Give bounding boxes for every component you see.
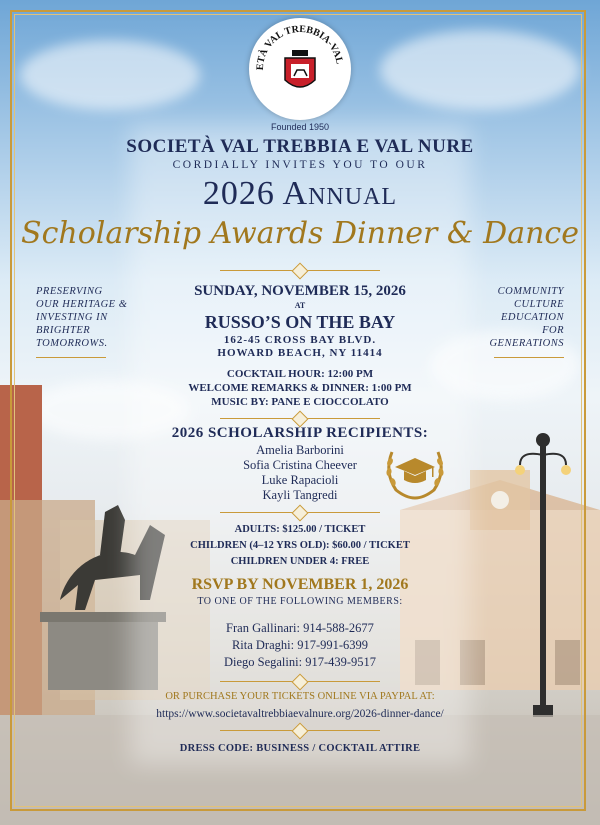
dress-code: DRESS CODE: BUSINESS / COCKTAIL ATTIRE <box>179 743 421 754</box>
paypal-url-link[interactable]: https://www.societavaltrebbiaevalnure.org/2026-dinner-dance/ <box>156 708 444 720</box>
schedule-music: MUSIC BY: PANE E CIOCCOLATO <box>211 396 389 408</box>
schedule-dinner: WELCOME REMARKS & DINNER: 1:00 PM <box>188 382 412 394</box>
schedule-cocktail: COCKTAIL HOUR: 12:00 PM <box>226 368 374 380</box>
ticket-under-4: CHILDREN UNDER 4: FREE <box>230 556 370 567</box>
event-title-script: Scholarship Awards Dinner & Dance <box>21 216 579 251</box>
online-purchase-text: OR PURCHASE YOUR TICKETS ONLINE VIA PAYPAL AT: <box>165 691 435 702</box>
venue-address-1: 162-45 CROSS BAY BLVD. <box>223 334 377 346</box>
graduation-cap-icon <box>395 458 435 483</box>
recipient-name: Amelia Barborini <box>256 443 344 457</box>
scholarship-heading: 2026 SCHOLARSHIP RECIPIENTS: <box>171 425 429 441</box>
ticket-children: CHILDREN (4–12 YRS OLD): $60.00 / TICKET <box>190 540 410 551</box>
event-date: SUNDAY, NOVEMBER 15, 2026 <box>194 283 406 299</box>
right-motto: COMMUNITY CULTURE EDUCATION FOR GENERATIONS <box>489 286 564 349</box>
rsvp-contact: Fran Gallinari: 914-588-2677 <box>226 621 374 635</box>
at-label: AT <box>294 301 306 310</box>
recipient-name: Luke Rapacioli <box>261 473 339 487</box>
venue-address-2: HOWARD BEACH, NY 11414 <box>217 347 383 359</box>
rsvp-heading: RSVP BY NOVEMBER 1, 2026 <box>191 576 409 593</box>
rsvp-contact: Rita Draghi: 917-991-6399 <box>231 638 369 652</box>
event-title-year: 2026 Annual <box>202 175 398 212</box>
left-motto: PRESERVING OUR HERITAGE & INVESTING IN BRIGHTER TOMORROWS. <box>36 286 128 349</box>
org-name: SOCIETÀ VAL TREBBIA E VAL NURE <box>126 136 474 157</box>
recipient-name: Kayli Tangredi <box>262 488 338 502</box>
society-seal-logo <box>249 18 351 120</box>
rsvp-contact: Diego Segalini: 917-439-9517 <box>223 655 377 669</box>
recipient-name: Sofia Cristina Cheever <box>243 458 357 472</box>
ticket-adults: ADULTS: $125.00 / TICKET <box>234 524 366 535</box>
venue-name: RUSSO’S ON THE BAY <box>204 312 396 332</box>
invite-line: CORDIALLY INVITES YOU TO OUR <box>172 159 428 171</box>
seal-graphic <box>249 18 351 120</box>
seal-ring-text: ETÀ VAL TREBBIA-VAL <box>254 23 345 71</box>
laurel-wreath-icon <box>380 440 450 502</box>
rsvp-subheading: TO ONE OF THE FOLLOWING MEMBERS: <box>197 596 403 607</box>
founded-label: Founded 1950 <box>270 122 330 132</box>
